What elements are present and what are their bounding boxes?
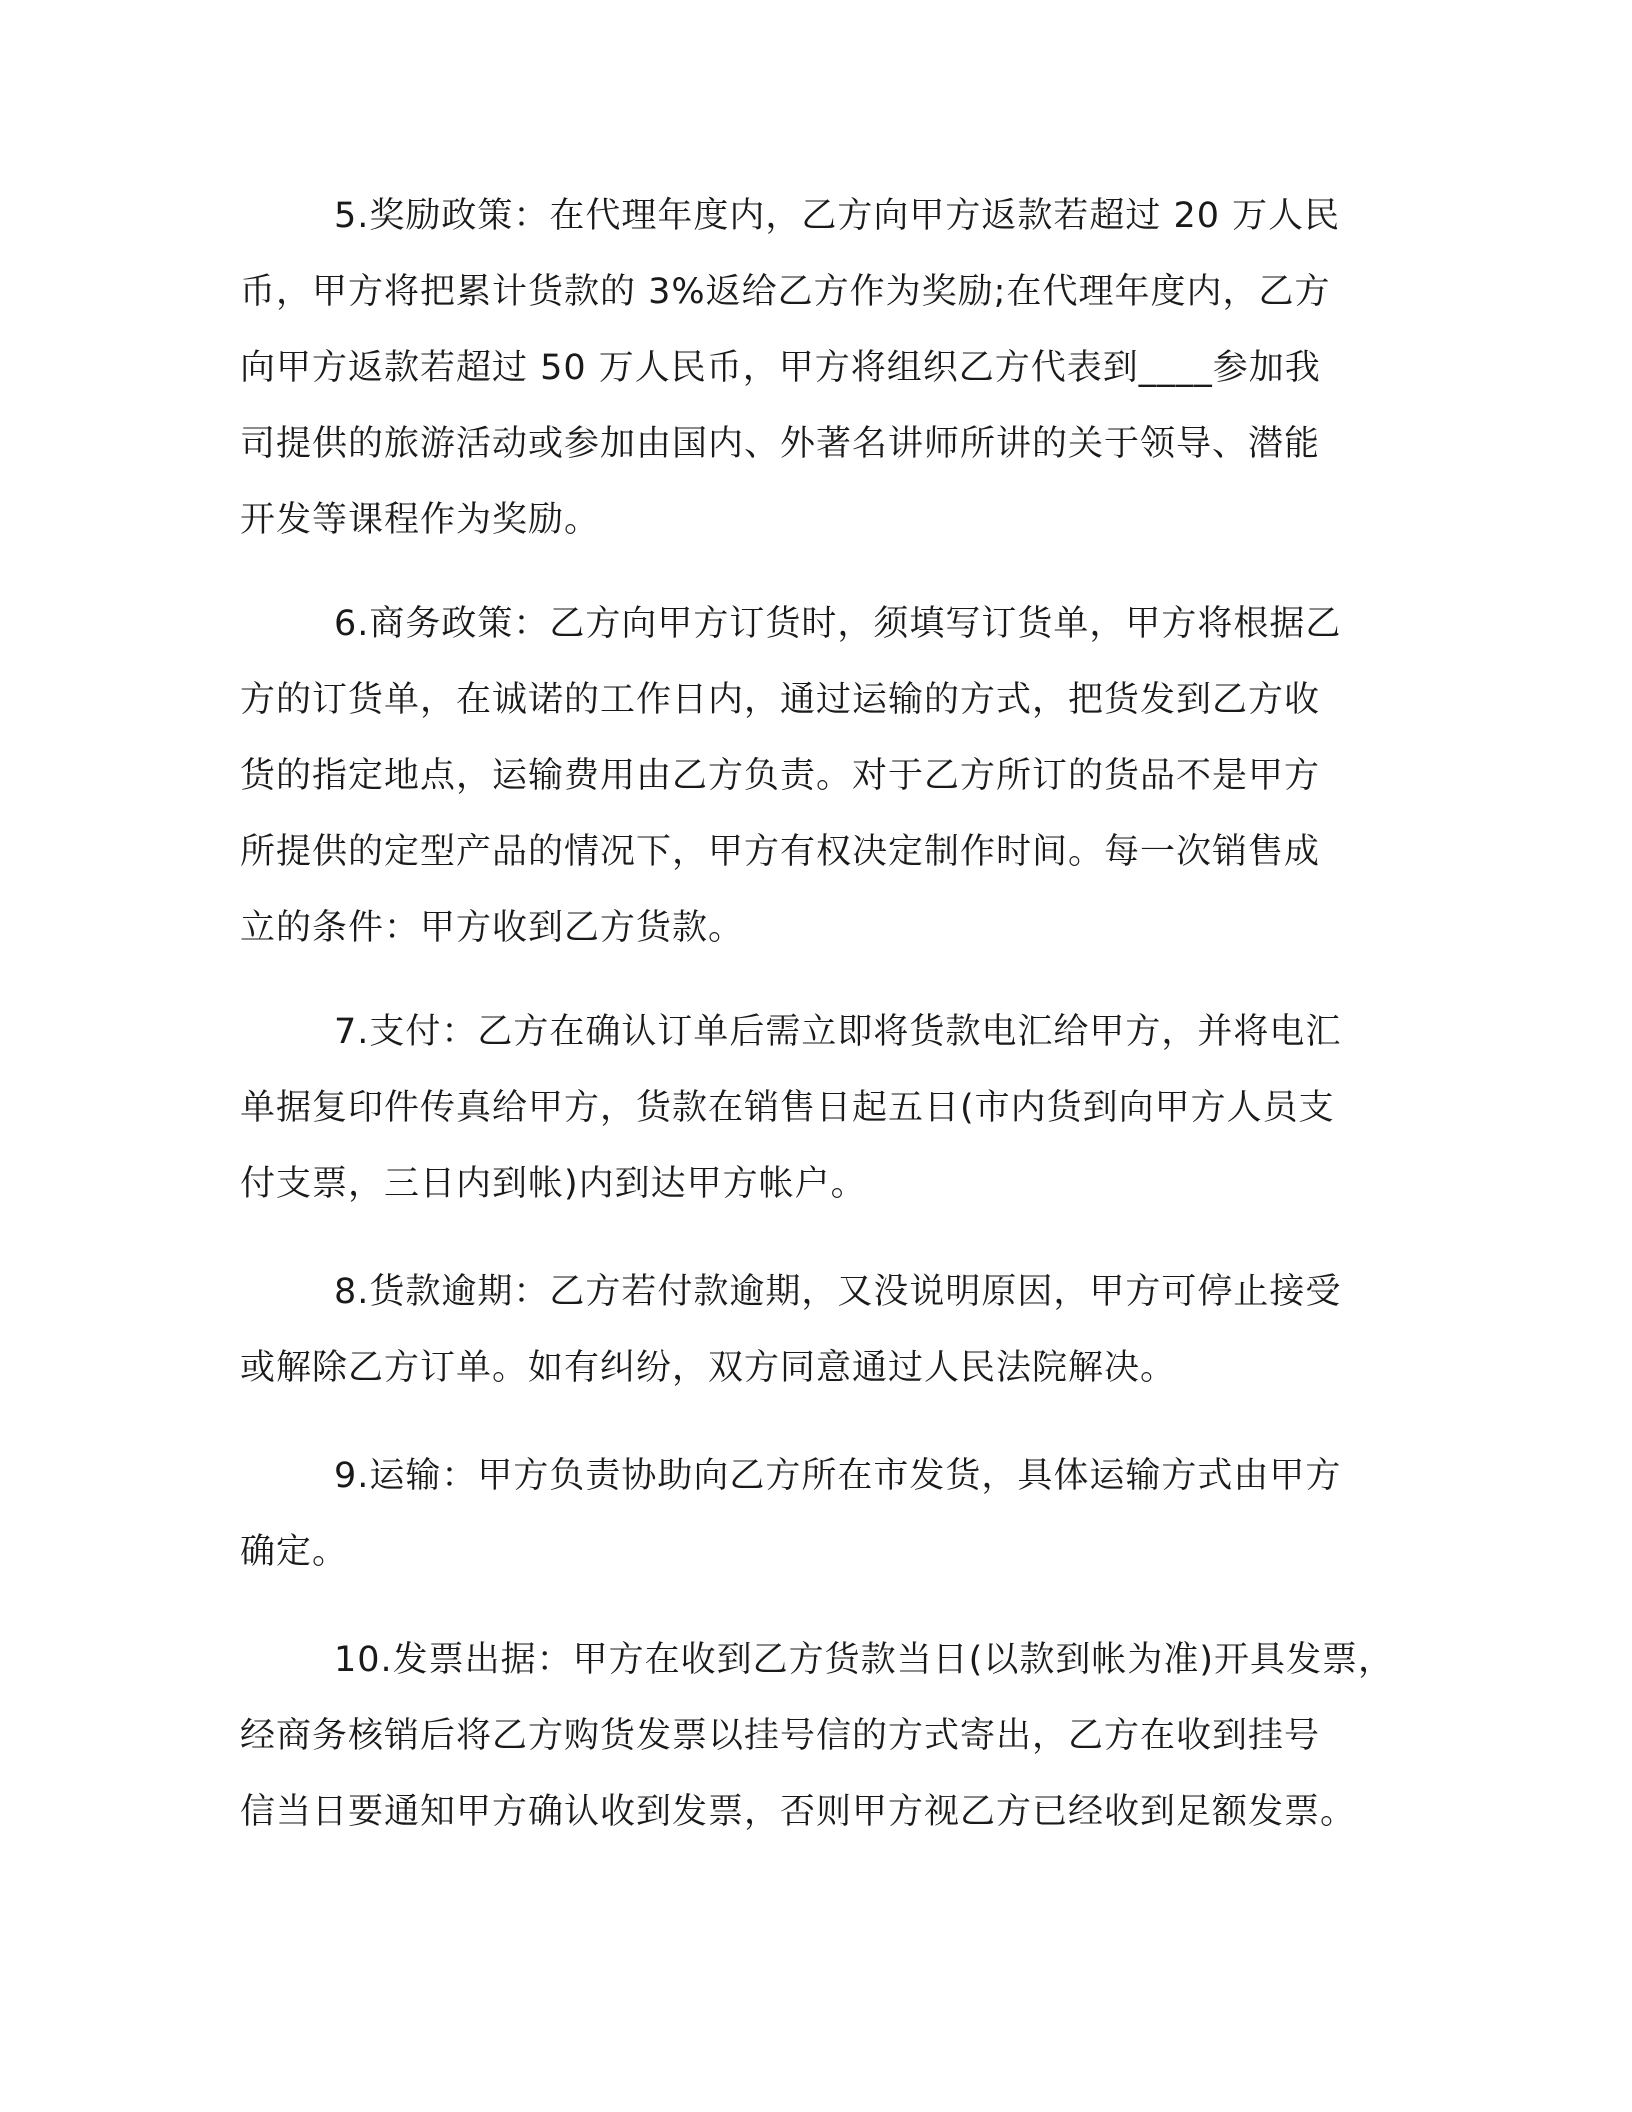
paragraph-line: 方的订货单，在诚诺的工作日内，通过运输的方式，把货发到乙方收 — [240, 680, 1321, 720]
paragraph-line: 单据复印件传真给甲方，货款在销售日起五日(市内货到向甲方人员支 — [240, 1088, 1335, 1128]
paragraph-line: 9.运输：甲方负责协助向乙方所在市发货，具体运输方式由甲方 — [334, 1456, 1342, 1496]
paragraph-line: 10.发票出据：甲方在收到乙方货款当日(以款到帐为准)开具发票， — [334, 1640, 1394, 1680]
paragraph-line: 信当日要通知甲方确认收到发票，否则甲方视乙方已经收到足额发票。 — [240, 1792, 1357, 1832]
paragraph-line: 向甲方返款若超过 50 万人民币，甲方将组织乙方代表到____参加我 — [240, 348, 1321, 388]
paragraph-line: 确定。 — [240, 1532, 349, 1572]
paragraph-line: 付支票，三日内到帐)内到达甲方帐户。 — [240, 1164, 867, 1204]
paragraph-line: 5.奖励政策：在代理年度内，乙方向甲方返款若超过 20 万人民 — [334, 196, 1341, 236]
paragraph-line: 或解除乙方订单。如有纠纷，双方同意通过人民法院解决。 — [240, 1348, 1177, 1388]
paragraph-line: 立的条件：甲方收到乙方货款。 — [240, 908, 745, 948]
paragraph-line: 货的指定地点，运输费用由乙方负责。对于乙方所订的货品不是甲方 — [240, 756, 1321, 796]
paragraph-line: 开发等课程作为奖励。 — [240, 500, 601, 540]
paragraph-line: 币，甲方将把累计货款的 3%返给乙方作为奖励;在代理年度内，乙方 — [240, 272, 1331, 312]
paragraph-line: 8.货款逾期：乙方若付款逾期，又没说明原因，甲方可停止接受 — [334, 1272, 1342, 1312]
paragraph-line: 所提供的定型产品的情况下，甲方有权决定制作时间。每一次销售成 — [240, 832, 1321, 872]
paragraph-line: 7.支付：乙方在确认订单后需立即将货款电汇给甲方，并将电汇 — [334, 1012, 1342, 1052]
paragraph-line: 6.商务政策：乙方向甲方订货时，须填写订货单，甲方将根据乙 — [334, 604, 1342, 644]
paragraph-line: 司提供的旅游活动或参加由国内、外著名讲师所讲的关于领导、潜能 — [240, 424, 1321, 464]
paragraph-line: 经商务核销后将乙方购货发票以挂号信的方式寄出，乙方在收到挂号 — [240, 1716, 1321, 1756]
